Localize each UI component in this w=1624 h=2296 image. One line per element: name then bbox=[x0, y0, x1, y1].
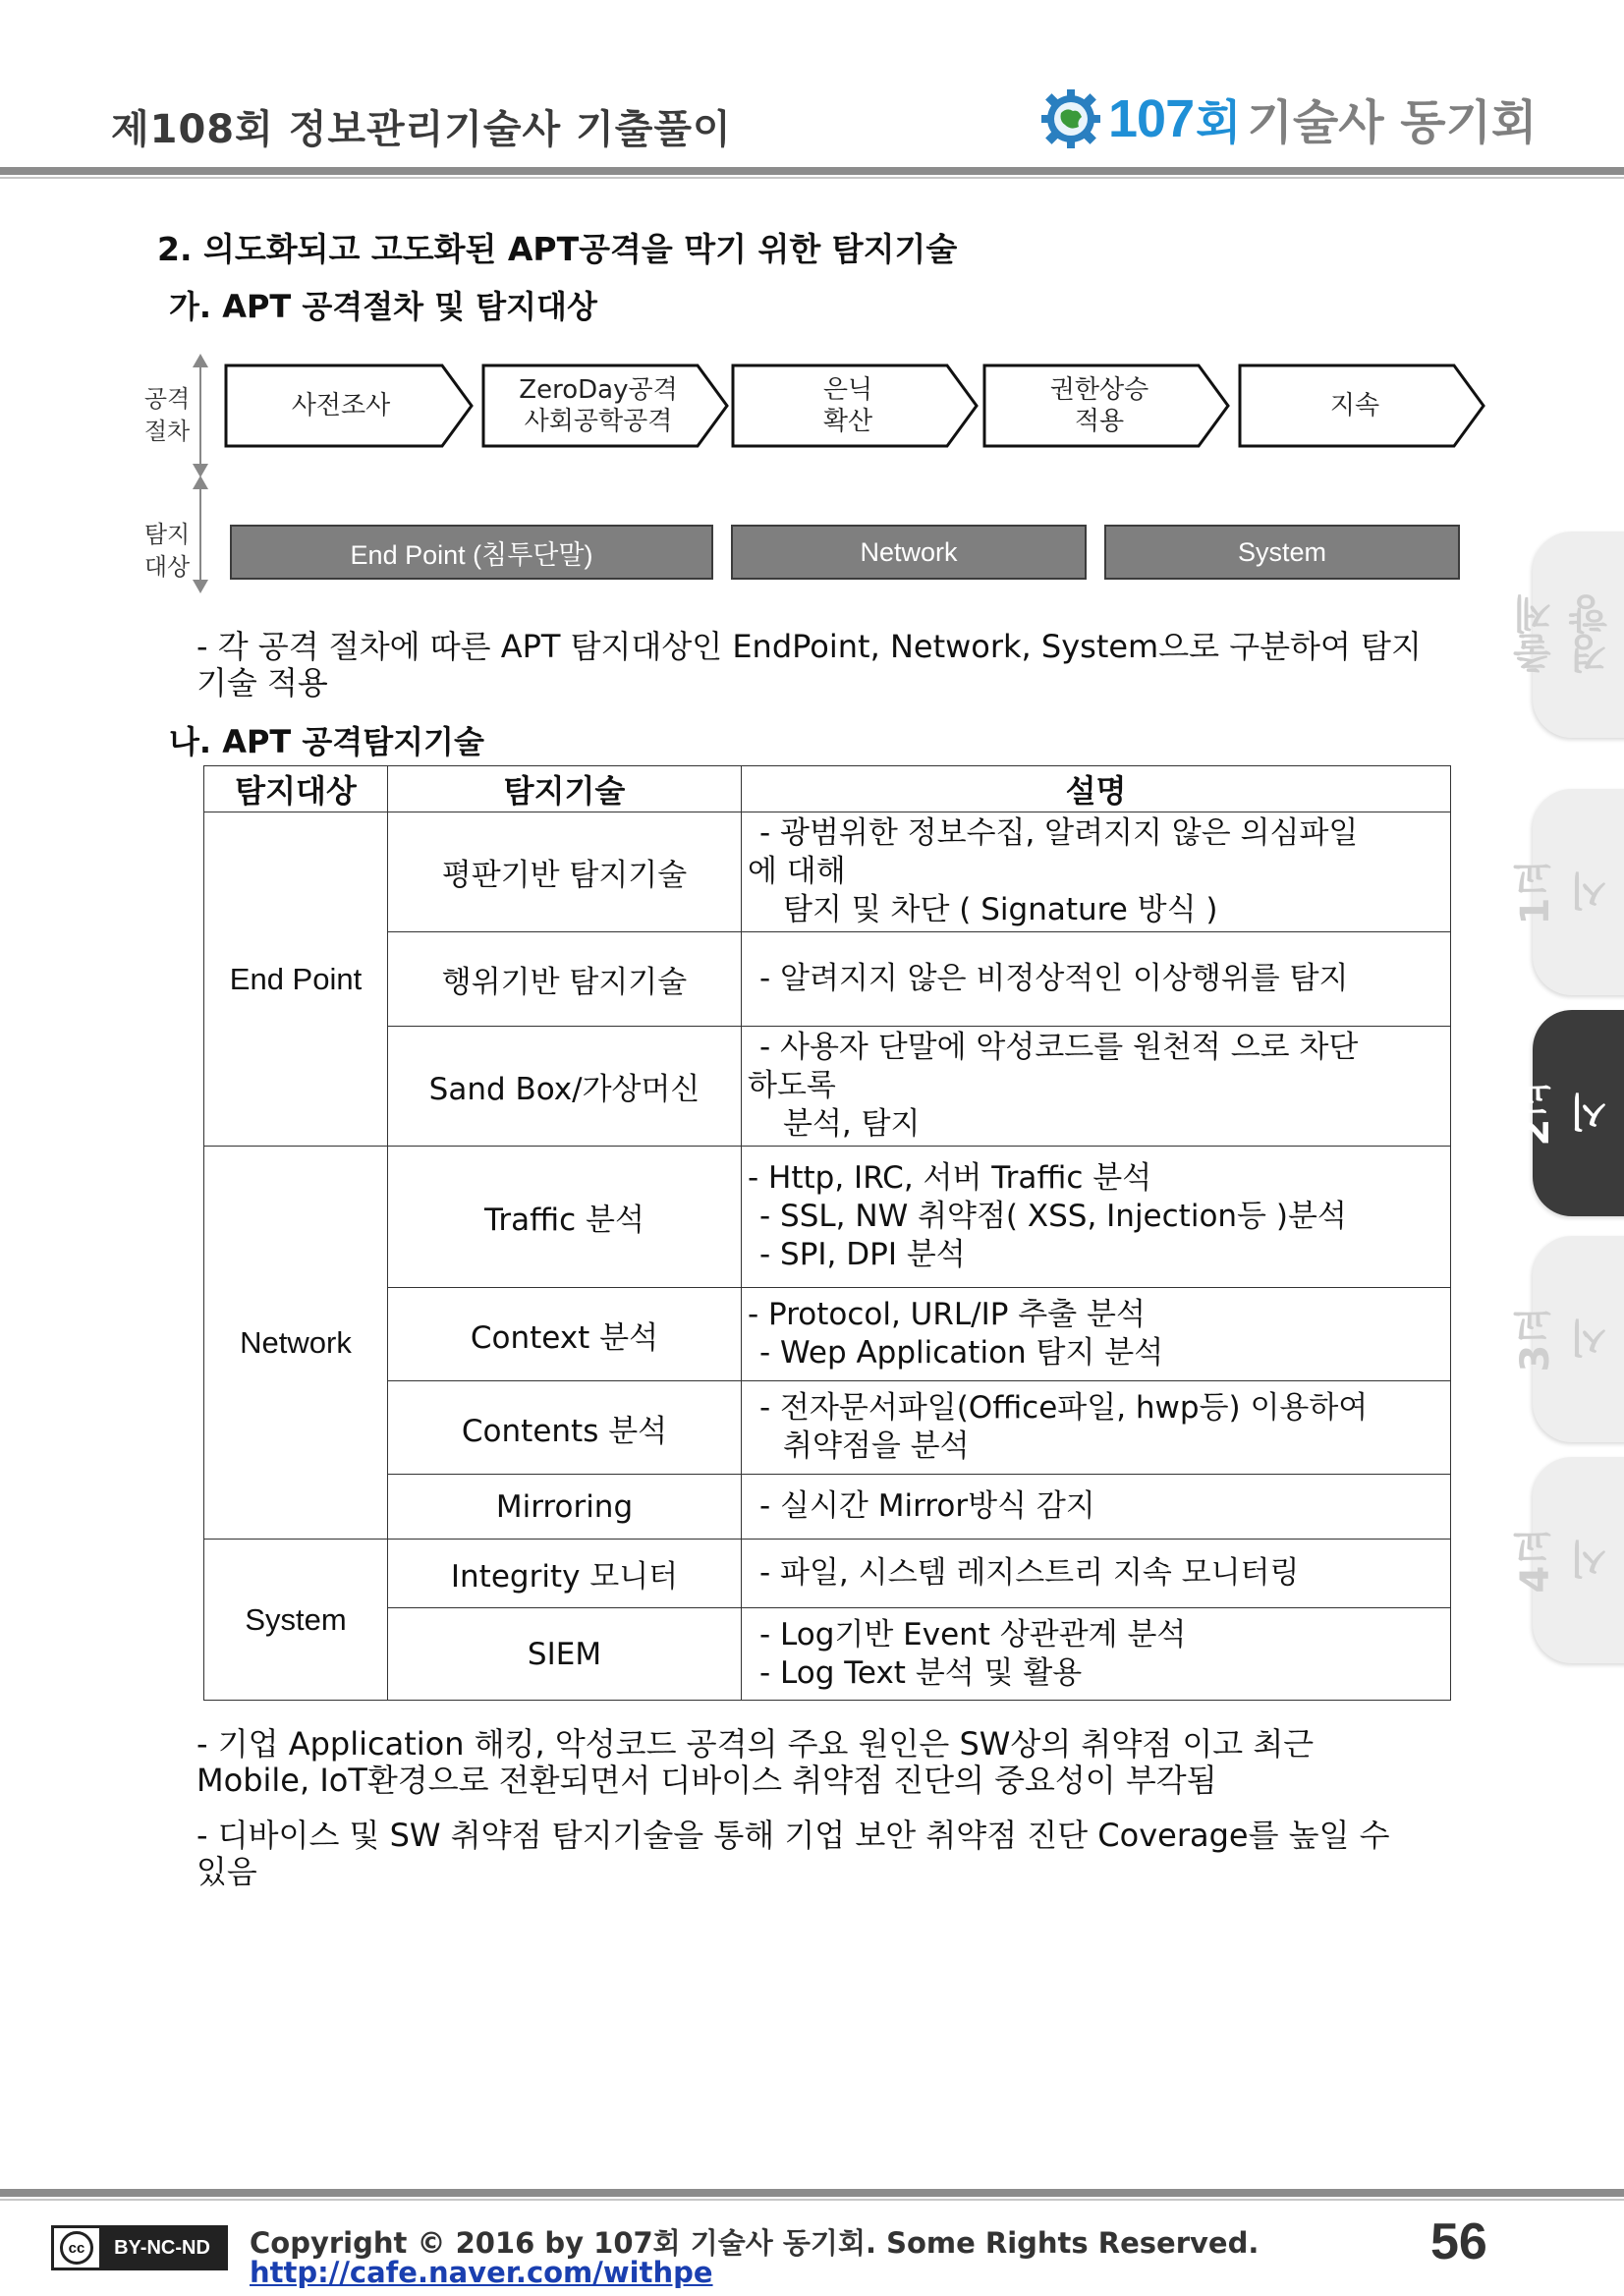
cc-license-badge[interactable] bbox=[51, 2225, 228, 2270]
step-label-line: 권한상승 bbox=[1049, 375, 1149, 405]
note-line: 기술 적용 bbox=[196, 664, 328, 701]
desc-line: 취약점을 분석 bbox=[783, 1428, 970, 1464]
tech-cell: Sand Box/가상머신 bbox=[388, 1027, 742, 1147]
logo-text: 기술사 동기회 bbox=[1247, 95, 1538, 150]
side-tab-label: 출제경향 bbox=[1513, 595, 1614, 674]
step-label bbox=[735, 374, 961, 437]
axis-line bbox=[199, 487, 201, 582]
side-tab-label: 3교시 bbox=[1513, 1306, 1614, 1372]
desc-line: - 사용자 단말에 악성코드를 원천적 으로 차단 bbox=[759, 1030, 1359, 1065]
cafe-link[interactable]: http://cafe.naver.com/withpe bbox=[250, 2256, 713, 2289]
desc-cell bbox=[742, 1540, 1451, 1608]
step-label-line: 사전조사 bbox=[291, 391, 391, 420]
desc-cell bbox=[742, 1475, 1451, 1540]
desc-line: - 광범위한 정보수집, 알려지지 않은 의심파일 bbox=[759, 815, 1359, 851]
step-label bbox=[228, 390, 454, 421]
note-line: Mobile, IoT환경으로 전환되면서 디바이스 취약점 진단의 중요성이 부각됨 bbox=[196, 1762, 1217, 1799]
side-tab-period-2[interactable] bbox=[1513, 1010, 1624, 1216]
page-number: 56 bbox=[1430, 2213, 1487, 2270]
step-label-line: 적용 bbox=[1074, 407, 1125, 436]
arrow-down-icon bbox=[193, 580, 208, 593]
diagram-note bbox=[196, 629, 1422, 701]
step-label-line: 지속 bbox=[1329, 391, 1380, 420]
desc-cell bbox=[742, 932, 1451, 1027]
step-label-line: 확산 bbox=[822, 407, 873, 436]
desc-line: - Wep Application 탐지 분석 bbox=[759, 1335, 1164, 1371]
tech-cell: 행위기반 탐지기술 bbox=[388, 932, 742, 1027]
desc-cell bbox=[742, 812, 1451, 932]
header-target: 탐지대상 bbox=[204, 766, 388, 812]
desc-line: 탐지 및 차단 ( Signature 방식 ) bbox=[783, 892, 1218, 927]
tech-cell: SIEM bbox=[388, 1608, 742, 1701]
note-line: 있음 bbox=[196, 1853, 257, 1890]
logo bbox=[1039, 84, 1537, 152]
desc-cell bbox=[742, 1288, 1451, 1381]
side-tab-label: 1교시 bbox=[1513, 859, 1614, 925]
side-tab-label: 2교시 bbox=[1513, 1080, 1614, 1147]
desc-line: - SPI, DPI 분석 bbox=[759, 1237, 966, 1272]
desc-line: - Http, IRC, 서버 Traffic 분석 bbox=[748, 1160, 1152, 1196]
axis-label-line: 대상 bbox=[143, 553, 191, 581]
desc-line: 하도록 bbox=[748, 1068, 836, 1103]
subsection-title-b: 나. APT 공격탐지기술 bbox=[169, 723, 484, 760]
axis-line bbox=[199, 365, 201, 466]
desc-line: - 전자문서파일(Office파일, hwp등) 이용하여 bbox=[759, 1390, 1369, 1426]
header-divider-thin bbox=[0, 177, 1624, 179]
desc-cell bbox=[742, 1608, 1451, 1701]
license-label: BY-NC-ND bbox=[99, 2228, 225, 2268]
table-header-row bbox=[204, 766, 1451, 812]
cc-icon: cc bbox=[60, 2231, 93, 2265]
gear-globe-icon bbox=[1039, 87, 1102, 150]
table-row bbox=[204, 1147, 1451, 1288]
step-label bbox=[1242, 390, 1468, 421]
target-box-network: Network bbox=[731, 525, 1087, 580]
note-line: - 디바이스 및 SW 취약점 탐지기술을 통해 기업 보안 취약점 진단 Coverage를 높일 수 bbox=[196, 1817, 1390, 1854]
tech-cell: 평판기반 탐지기술 bbox=[388, 812, 742, 932]
desc-line: - Log Text 분석 및 활용 bbox=[759, 1654, 1083, 1691]
desc-line: 에 대해 bbox=[748, 854, 846, 889]
axis-label-attack bbox=[138, 383, 196, 448]
step-label-line: ZeroDay공격 bbox=[519, 375, 678, 405]
target-box-system: System bbox=[1104, 525, 1460, 580]
side-tab-trend[interactable] bbox=[1513, 532, 1624, 738]
desc-cell bbox=[742, 1027, 1451, 1147]
table-row bbox=[204, 812, 1451, 932]
side-tab-period-4[interactable] bbox=[1513, 1457, 1624, 1663]
desc-line: - 알려지지 않은 비정상적인 이상행위를 탐지 bbox=[759, 961, 1349, 996]
tech-cell: Context 분석 bbox=[388, 1288, 742, 1381]
desc-line: 분석, 탐지 bbox=[783, 1106, 921, 1142]
logo-number: 107 bbox=[1108, 88, 1195, 148]
tech-cell: Mirroring bbox=[388, 1475, 742, 1540]
table-row bbox=[204, 1475, 1451, 1540]
step-label-line: 사회공학공격 bbox=[524, 407, 673, 436]
tech-cell: Integrity 모니터 bbox=[388, 1540, 742, 1608]
footer-divider bbox=[0, 2189, 1624, 2197]
axis-label-detect bbox=[138, 519, 196, 584]
header-tech: 탐지기술 bbox=[388, 766, 742, 812]
desc-line: - 파일, 시스템 레지스트리 지속 모니터링 bbox=[759, 1555, 1300, 1591]
step-label bbox=[485, 374, 711, 437]
page-header-title: 제108회 정보관리기술사 기출풀이 bbox=[111, 107, 732, 152]
closing-note-2 bbox=[196, 1818, 1390, 1890]
note-line: - 각 공격 절차에 따른 APT 탐지대상인 EndPoint, Network, System으로 구분하여 탐지 bbox=[196, 628, 1422, 665]
table-row bbox=[204, 1027, 1451, 1147]
side-tab-period-1[interactable] bbox=[1513, 789, 1624, 995]
side-tab-label: 4교시 bbox=[1513, 1527, 1614, 1594]
desc-line: - Protocol, URL/IP 추출 분석 bbox=[748, 1297, 1146, 1332]
section-title: 2. 의도화되고 고도화된 APT공격을 막기 위한 탐지기술 bbox=[157, 230, 958, 268]
step-label-line: 은닉 bbox=[822, 375, 873, 405]
note-line: - 기업 Application 해킹, 악성코드 공격의 주요 원인은 SW상의 취약점 이고 최근 bbox=[196, 1725, 1315, 1763]
axis-label-line: 공격 bbox=[143, 385, 191, 413]
closing-note-1 bbox=[196, 1726, 1314, 1799]
subsection-title-a: 가. APT 공격절차 및 탐지대상 bbox=[169, 288, 597, 325]
target-cell: End Point bbox=[204, 812, 388, 1147]
table-row bbox=[204, 1288, 1451, 1381]
table-row bbox=[204, 1540, 1451, 1608]
logo-hoe: 회 bbox=[1196, 95, 1242, 150]
table-row bbox=[204, 1608, 1451, 1701]
header-divider bbox=[0, 167, 1624, 175]
desc-cell bbox=[742, 1381, 1451, 1475]
desc-line: - SSL, NW 취약점( XSS, Injection등 )분석 bbox=[759, 1199, 1347, 1234]
step-label bbox=[986, 374, 1212, 437]
tech-cell: Contents 분석 bbox=[388, 1381, 742, 1475]
detection-table bbox=[203, 765, 1451, 1701]
table-row bbox=[204, 932, 1451, 1027]
desc-line: - Log기반 Event 상관관계 분석 bbox=[759, 1616, 1187, 1652]
target-box-endpoint: End Point (침투단말) bbox=[230, 525, 713, 580]
copyright-text: Copyright © 2016 by 107회 기술사 동기회. Some Rights Reserved. bbox=[250, 2226, 1260, 2260]
side-tab-period-3[interactable] bbox=[1513, 1236, 1624, 1442]
desc-line: - 실시간 Mirror방식 감지 bbox=[759, 1488, 1095, 1524]
axis-label-line: 절차 bbox=[143, 418, 191, 445]
footer-divider-thin bbox=[0, 2199, 1624, 2201]
target-cell: Network bbox=[204, 1147, 388, 1540]
axis-label-line: 탐지 bbox=[143, 521, 191, 548]
tech-cell: Traffic 분석 bbox=[388, 1147, 742, 1288]
table-row bbox=[204, 1381, 1451, 1475]
target-cell: System bbox=[204, 1540, 388, 1701]
header-desc: 설명 bbox=[742, 766, 1451, 812]
desc-cell bbox=[742, 1147, 1451, 1288]
